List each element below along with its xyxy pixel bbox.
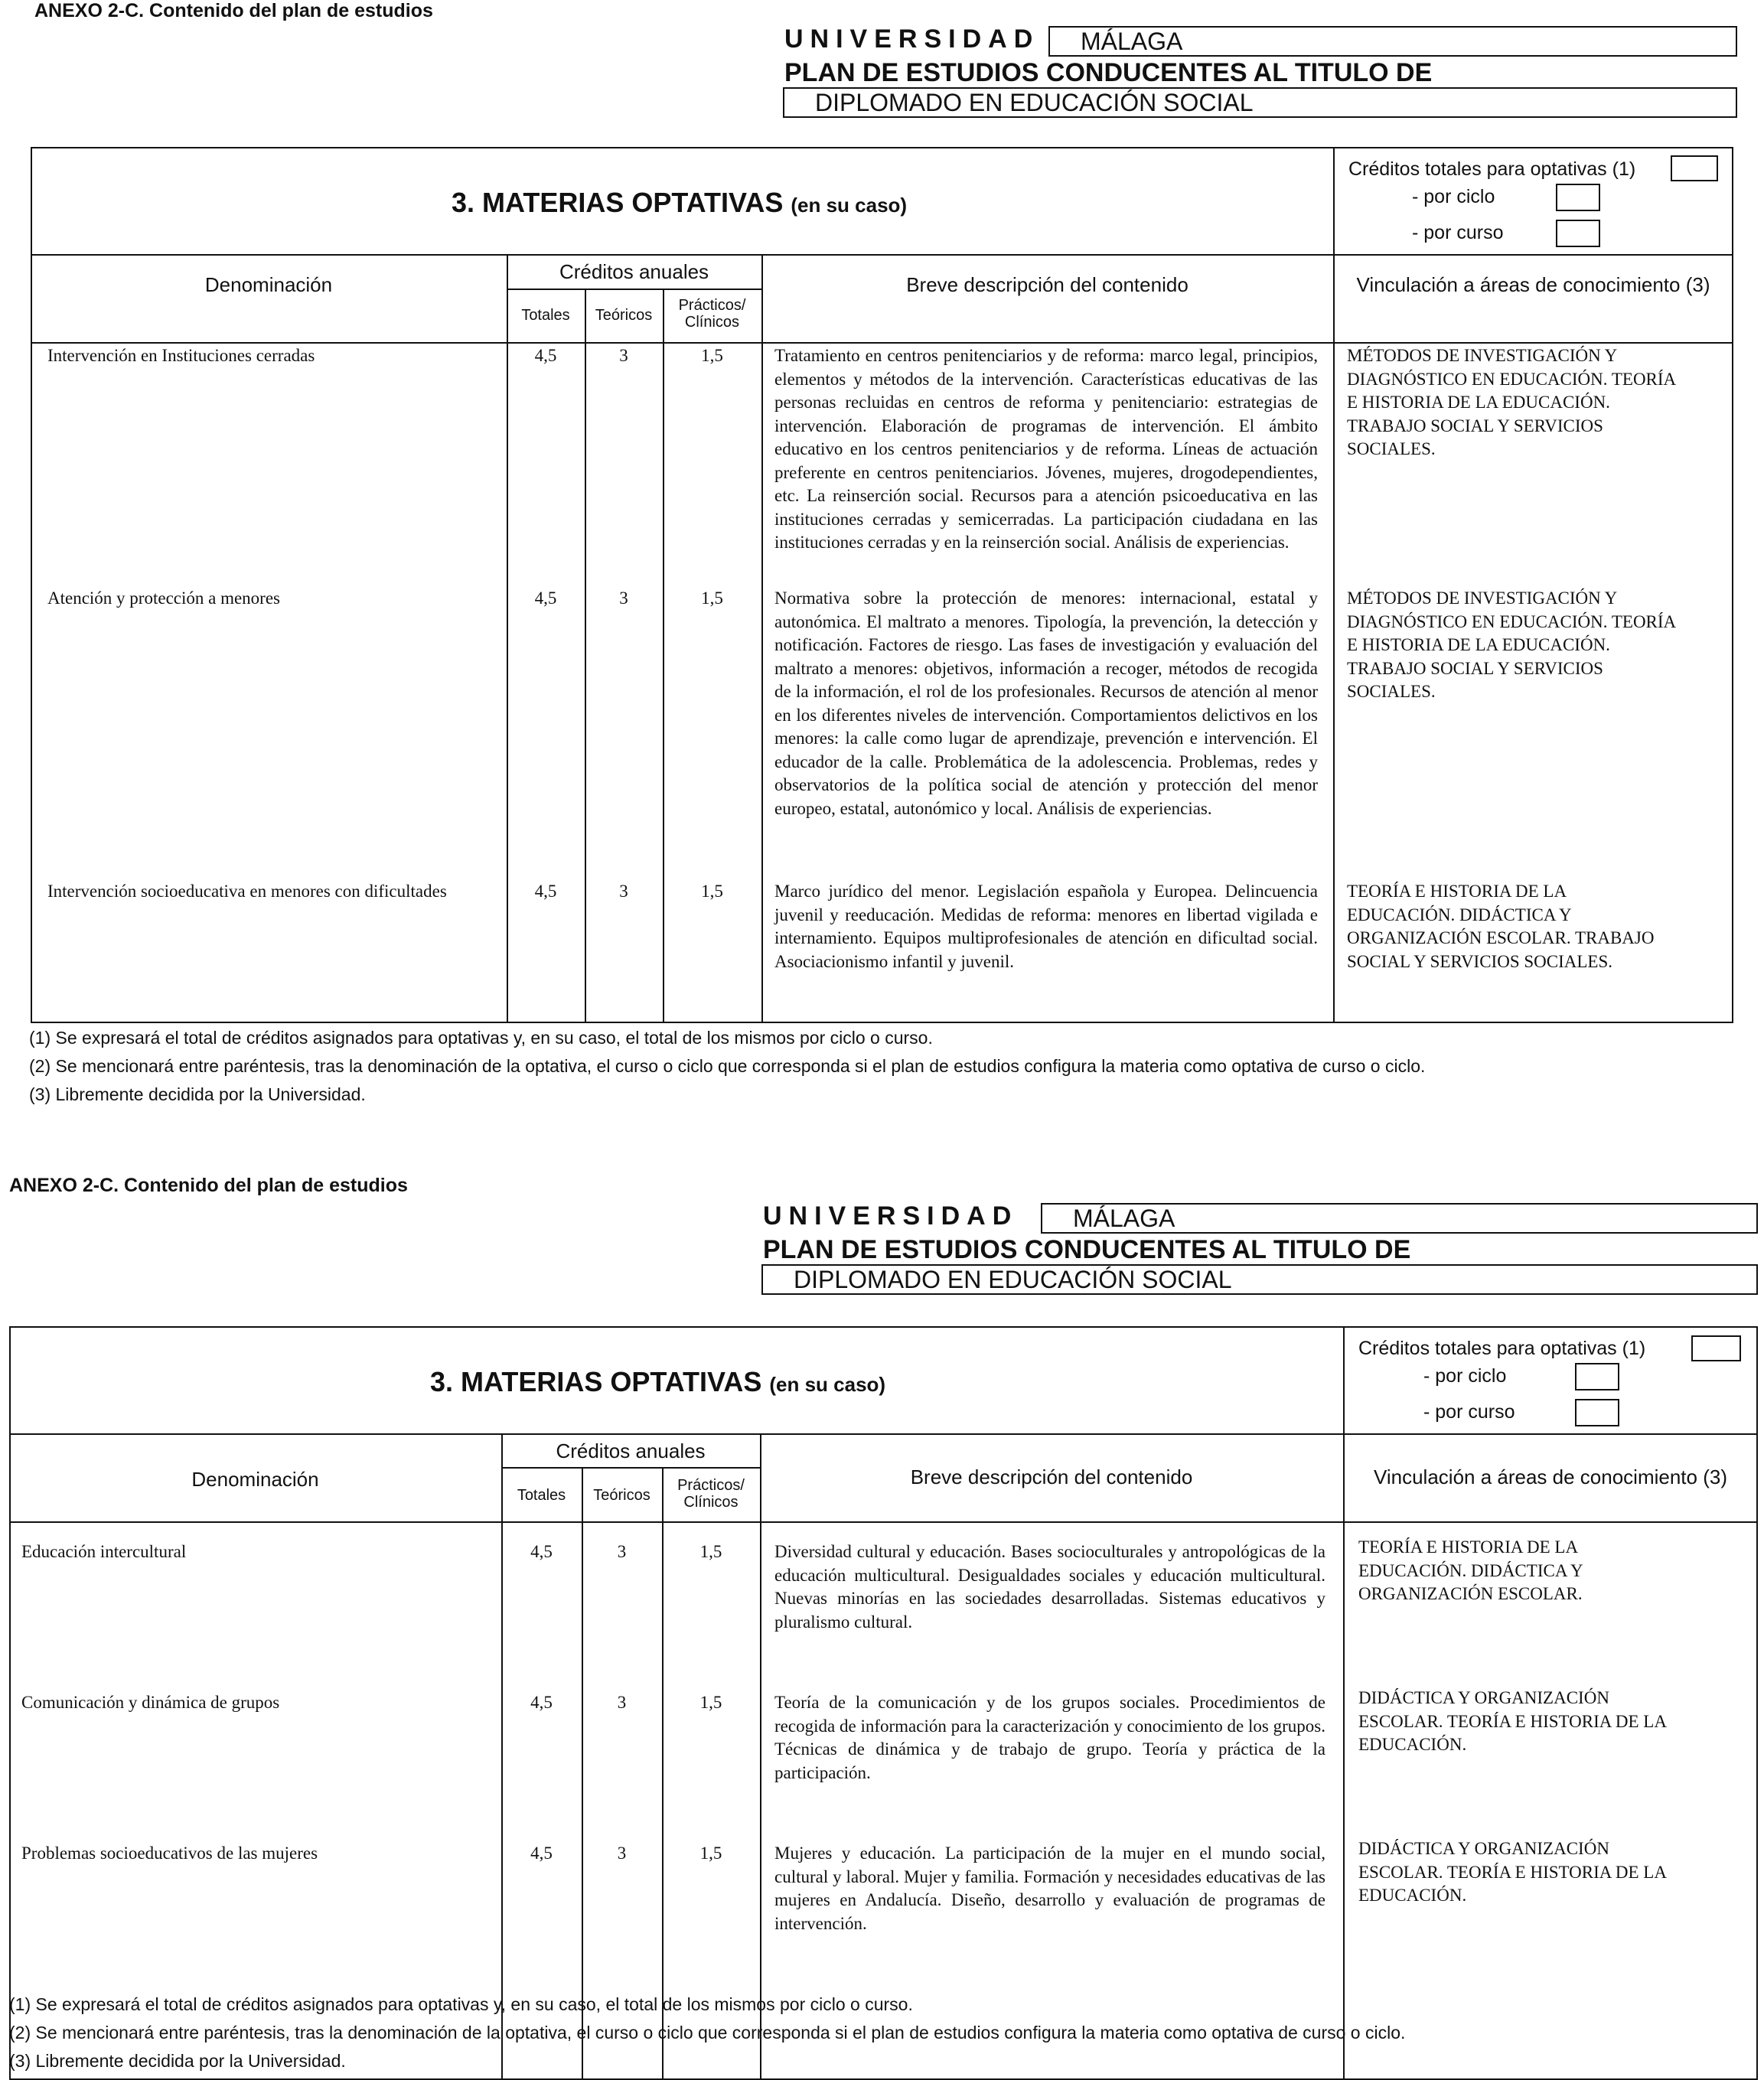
row-areas: MÉTODOS DE INVESTIGACIÓN Y DIAGNÓSTICO EN EDUCACIÓN. TEORÍA E HISTORIA DE LA EDUCACIÓN. TRABAJO SOCIAL Y SERVICIOS SOCIALES.	[1347, 588, 1675, 701]
section-title	[452, 187, 907, 219]
row-theory: 3	[619, 346, 628, 365]
plan-title: PLAN DE ESTUDIOS CONDUCENTES AL TITULO DE	[763, 1235, 1411, 1264]
credits-total-label: Créditos totales para optativas (1)	[1358, 1338, 1646, 1359]
row-description: Diversidad cultural y educación. Bases socioculturales y antropológicas de la educación multicultural. Desigualdades sociales y educación multicultural. Nuevas minorías en las sociedades desarrolladas. Sistemas educativos y pluralismo cultural.	[774, 1542, 1325, 1632]
row-totals: 4,5	[530, 1542, 553, 1561]
row-areas: DIDÁCTICA Y ORGANIZACIÓN ESCOLAR. TEORÍA E HISTORIA DE LA EDUCACIÓN.	[1358, 1688, 1666, 1754]
row-name: Problemas socioeducativos de las mujeres	[21, 1844, 318, 1863]
header-areas: Vinculación a áreas de conocimiento (3)	[1356, 273, 1710, 296]
per-course-label: - por curso	[1423, 1401, 1515, 1423]
row-practice: 1,5	[701, 882, 723, 901]
row-description: Normativa sobre la protección de menores: internacional, estatal y autonómica. El maltrato a menores. Tipología, la prevención, la detección y notificación. Factores de riesgo. Las fases de investigación y evaluación del maltrato a menores: objetivos, información a recoger, métodos de recogida de la información, el rol de los profesionales. Recursos de atención al menor en los diferentes niveles de intervención. Comportamientos delictivos en los menores: la calle como lugar de aprendizaje, prevención e intervención. El educador de la calle. Problemática de la adolescencia. Problemas, redes y observatorios de la política social de atención y protección del menor europeo, estatal, autonómico y local. Análisis de experiencias.	[774, 588, 1318, 818]
divider	[1343, 1326, 1345, 2080]
section-title-text: 3. MATERIAS OPTATIVAS	[452, 187, 784, 218]
degree-field: DIPLOMADO EN EDUCACIÓN SOCIAL	[783, 87, 1737, 118]
annex-title: ANEXO 2-C. Contenido del plan de estudios	[34, 0, 433, 21]
row-name: Atención y protección a menores	[47, 588, 280, 608]
per-course-box	[1556, 220, 1600, 247]
header-areas: Vinculación a áreas de conocimiento (3)	[1373, 1465, 1727, 1488]
footnote: (3) Libremente decidida por la Universidad.	[29, 1084, 366, 1104]
row-practice: 1,5	[701, 346, 723, 365]
divider	[9, 1433, 1758, 1435]
row-practice: 1,5	[699, 1542, 722, 1561]
row-name: Comunicación y dinámica de grupos	[21, 1693, 280, 1712]
footnote: (3) Libremente decidida por la Universidad.	[9, 2051, 346, 2071]
row-totals: 4,5	[534, 882, 557, 901]
row-description: Mujeres y educación. La participación de la mujer en el mundo social, cultural y laboral. Mujer y familia. Formación y necesidades educativas de las mujeres en Andalucía. Diseño, desarrollo y evaluación de programas de intervención.	[774, 1844, 1325, 1933]
divider	[31, 254, 1733, 256]
divider	[501, 1433, 503, 2080]
credits-total-label: Créditos totales para optativas (1)	[1348, 158, 1636, 180]
per-cycle-box	[1556, 184, 1600, 211]
header-theory: Teóricos	[593, 1487, 650, 1504]
row-name: Educación intercultural	[21, 1542, 187, 1561]
footnote: (2) Se mencionará entre paréntesis, tras la denominación de la optativa, el curso o ciclo que corresponda si el plan de estudios configura la materia como optativa de curso o ciclo.	[9, 2023, 1406, 2043]
page-section-2	[0, 1175, 1764, 2078]
row-practice: 1,5	[701, 588, 723, 608]
row-theory: 3	[617, 1844, 627, 1863]
section-title	[430, 1366, 885, 1398]
section-subtitle: (en su caso)	[791, 194, 908, 217]
divider	[760, 1433, 761, 2080]
row-theory: 3	[617, 1693, 627, 1712]
row-theory: 3	[617, 1542, 627, 1561]
section-subtitle: (en su caso)	[769, 1373, 886, 1396]
row-totals: 4,5	[530, 1844, 553, 1863]
header-annual-credits: Créditos anuales	[559, 260, 709, 283]
university-label: UNIVERSIDAD	[763, 1201, 1019, 1231]
header-theory: Teóricos	[595, 307, 653, 324]
row-totals: 4,5	[530, 1693, 553, 1712]
header-description: Breve descripción del contenido	[906, 273, 1188, 296]
divider	[31, 342, 1733, 344]
row-name: Intervención en Instituciones cerradas	[47, 346, 315, 365]
row-theory: 3	[619, 588, 628, 608]
footnotes	[9, 1990, 1405, 2075]
row-theory: 3	[619, 882, 628, 901]
header-practice	[662, 1477, 760, 1511]
university-label: UNIVERSIDAD	[784, 24, 1040, 54]
section-title-text: 3. MATERIAS OPTATIVAS	[430, 1366, 762, 1397]
divider	[9, 1521, 1758, 1523]
per-course-label: - por curso	[1412, 222, 1504, 243]
divider	[501, 1467, 760, 1469]
university-name-field: MÁLAGA	[1048, 26, 1737, 57]
row-areas: TEORÍA E HISTORIA DE LA EDUCACIÓN. DIDÁCTICA Y ORGANIZACIÓN ESCOLAR.	[1358, 1537, 1583, 1603]
divider	[585, 289, 586, 1023]
degree-field: DIPLOMADO EN EDUCACIÓN SOCIAL	[761, 1264, 1758, 1295]
row-description: Teoría de la comunicación y de los grupos sociales. Procedimientos de recogida de información para la caracterización y conocimiento de los grupos. Técnicas de dinámica y de trabajo de grupo. Teoría y práctica de la participación.	[774, 1693, 1325, 1782]
footnotes	[29, 1024, 1425, 1109]
credits-total-box	[1691, 1335, 1741, 1361]
per-course-box	[1575, 1399, 1619, 1426]
per-cycle-label: - por ciclo	[1423, 1365, 1507, 1387]
per-cycle-box	[1575, 1363, 1619, 1390]
footnote: (2) Se mencionará entre paréntesis, tras la denominación de la optativa, el curso o ciclo que corresponda si el plan de estudios configura la materia como optativa de curso o ciclo.	[29, 1056, 1426, 1076]
row-name: Intervención socioeducativa en menores con dificultades	[47, 882, 447, 901]
row-description: Marco jurídico del menor. Legislación española y Europea. Delincuencia juvenil y reeducación. Medidas de reforma: menores en libertad vigilada e internamiento. Equipos multiprofesionales de atención en dificultad social. Asociacionismo infantil y juvenil.	[774, 882, 1318, 971]
divider	[761, 254, 763, 1023]
row-areas: DIDÁCTICA Y ORGANIZACIÓN ESCOLAR. TEORÍA E HISTORIA DE LA EDUCACIÓN.	[1358, 1839, 1666, 1905]
row-practice: 1,5	[699, 1844, 722, 1863]
divider	[663, 289, 664, 1023]
annex-title: ANEXO 2-C. Contenido del plan de estudios	[9, 1175, 408, 1196]
divider	[507, 289, 761, 290]
header-totals: Totales	[517, 1487, 566, 1504]
plan-title: PLAN DE ESTUDIOS CONDUCENTES AL TITULO DE	[784, 58, 1433, 87]
header-practice	[663, 297, 761, 331]
divider	[507, 254, 508, 1023]
header-description: Breve descripción del contenido	[910, 1465, 1193, 1488]
header-practice-line1: Prácticos/	[677, 1477, 745, 1494]
footnote: (1) Se expresará el total de créditos asignados para optativas y, en su caso, el total de los mismos por ciclo o curso.	[29, 1028, 933, 1048]
header-practice-line2: Clínicos	[683, 1494, 739, 1511]
row-practice: 1,5	[699, 1693, 722, 1712]
per-cycle-label: - por ciclo	[1412, 186, 1495, 207]
header-totals: Totales	[521, 307, 570, 324]
footnote: (1) Se expresará el total de créditos asignados para optativas y, en su caso, el total de los mismos por ciclo o curso.	[9, 1994, 913, 2014]
header-name: Denominación	[204, 273, 333, 296]
credits-total-box	[1671, 155, 1718, 181]
university-name-field: MÁLAGA	[1041, 1203, 1758, 1234]
header-name: Denominación	[191, 1468, 319, 1491]
header-annual-credits: Créditos anuales	[556, 1439, 706, 1462]
header-practice-line1: Prácticos/	[678, 297, 746, 314]
header-practice-line2: Clínicos	[684, 314, 740, 331]
row-areas: TEORÍA E HISTORIA DE LA EDUCACIÓN. DIDÁCTICA Y ORGANIZACIÓN ESCOLAR. TRABAJO SOCIAL Y SERVICIOS SOCIALES.	[1347, 882, 1655, 971]
row-areas: MÉTODOS DE INVESTIGACIÓN Y DIAGNÓSTICO EN EDUCACIÓN. TEORÍA E HISTORIA DE LA EDUCACIÓN. TRABAJO SOCIAL Y SERVICIOS SOCIALES.	[1347, 346, 1675, 458]
row-totals: 4,5	[534, 346, 557, 365]
row-description: Tratamiento en centros penitenciarios y de reforma: marco legal, principios, elementos y métodos de la intervención. Características educativas de las personas recluidas en centros de reforma y penitenciario: estrategias de intervención. Elaboración de programas de intervención. El ámbito educativo en los centros penitenciarios y de reforma. Líneas de actuación preferente en centros penitenciarios. Jóvenes, mujeres, drogodependientes, etc. La reinserción social. Recursos para a atención psicoeducativa en las instituciones cerradas y semicerradas. La participación ciudadana en las instituciones cerradas y en la reinserción social. Análisis de experiencias.	[774, 346, 1318, 552]
row-totals: 4,5	[534, 588, 557, 608]
